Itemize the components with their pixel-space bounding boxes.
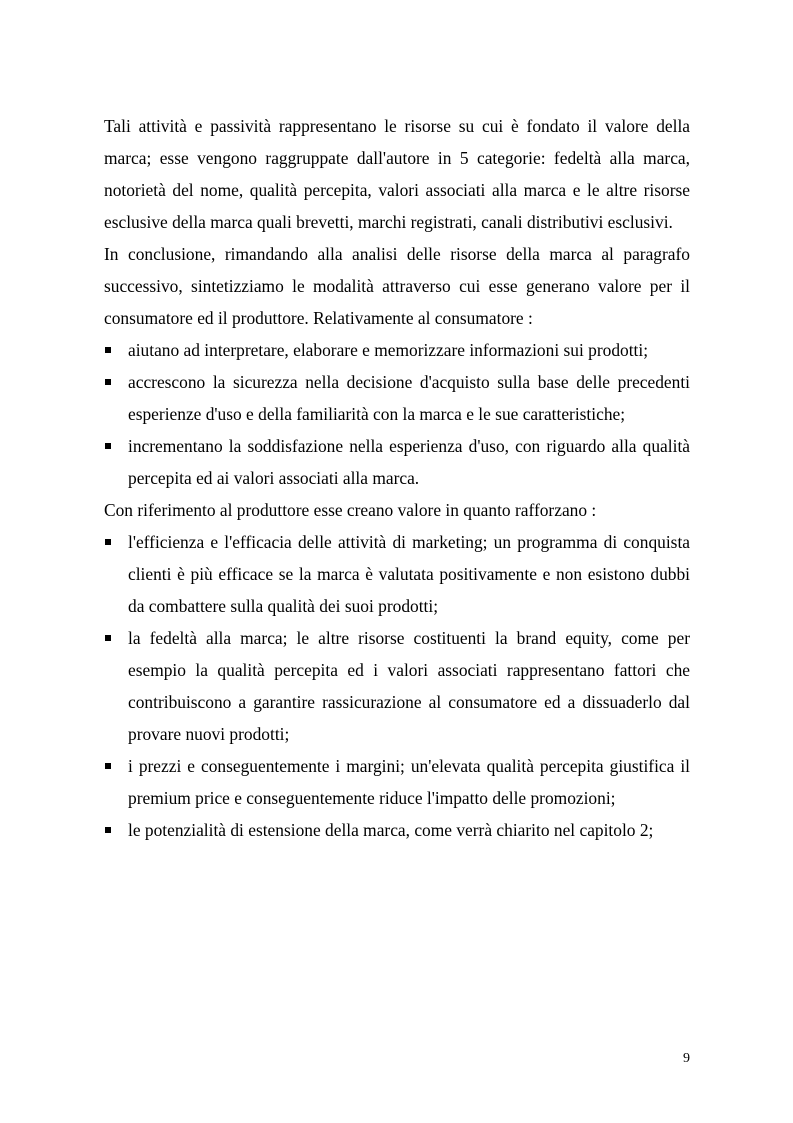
square-bullet-icon: [105, 635, 111, 641]
list-item: [104, 750, 690, 814]
list-item: [104, 526, 690, 622]
square-bullet-icon: [105, 539, 111, 545]
page-body: [104, 110, 690, 846]
square-bullet-icon: [105, 347, 111, 353]
square-bullet-icon: [105, 763, 111, 769]
list-item: [104, 366, 690, 430]
list-item-text: la fedeltà alla marca; le altre risorse costituenti la brand equity, come per esempio la qualità percepita ed i valori associati rappresentano fattori che contribuiscono a garantire rassicurazione al consumatore ed a dissuaderlo dal provare nuovi prodotti;: [128, 628, 690, 744]
list-item-text: l'efficienza e l'efficacia delle attività di marketing; un programma di conquista clienti è più efficace se la marca è valutata positivamente e non esistono dubbi da combattere sulla qualità dei suoi prodotti;: [128, 532, 690, 616]
square-bullet-icon: [105, 443, 111, 449]
list-item-text: i prezzi e conseguentemente i margini; un'elevata qualità percepita giustifica il premium price e conseguentemente riduce l'impatto delle promozioni;: [128, 756, 690, 808]
paragraph-conclusion: In conclusione, rimandando alla analisi delle risorse della marca al paragrafo successivo, sintetizziamo le modalità attraverso cui esse generano valore per il consumatore ed il produttore. Relativamente al consumatore :: [104, 244, 690, 328]
square-bullet-icon: [105, 379, 111, 385]
paragraph-producer: Con riferimento al produttore esse creano valore in quanto rafforzano :: [104, 500, 597, 520]
list-item: [104, 622, 690, 750]
producer-benefits-list: [104, 526, 690, 846]
paragraph-brand-assets: Tali attività e passività rappresentano le risorse su cui è fondato il valore della marca; esse vengono raggruppate dall'autore in 5 categorie: fedeltà alla marca, notorietà del nome, qualità percepita, valori associati alla marca e le altre risorse esclusive della marca quali brevetti, marchi registrati, canali distributivi esclusivi.: [104, 116, 690, 232]
square-bullet-icon: [105, 827, 111, 833]
list-item: [104, 334, 690, 366]
list-item: [104, 814, 690, 846]
consumer-benefits-list: [104, 334, 690, 494]
list-item: [104, 430, 690, 494]
list-item-text: incrementano la soddisfazione nella esperienza d'uso, con riguardo alla qualità percepita ed ai valori associati alla marca.: [128, 436, 690, 488]
list-item-text: aiutano ad interpretare, elaborare e memorizzare informazioni sui prodotti;: [128, 340, 649, 360]
list-item-text: accrescono la sicurezza nella decisione d'acquisto sulla base delle precedenti esperienze d'uso e della familiarità con la marca e le sue caratteristiche;: [128, 372, 690, 424]
list-item-text: le potenzialità di estensione della marca, come verrà chiarito nel capitolo 2;: [128, 820, 654, 840]
page-number: 9: [683, 1051, 690, 1066]
